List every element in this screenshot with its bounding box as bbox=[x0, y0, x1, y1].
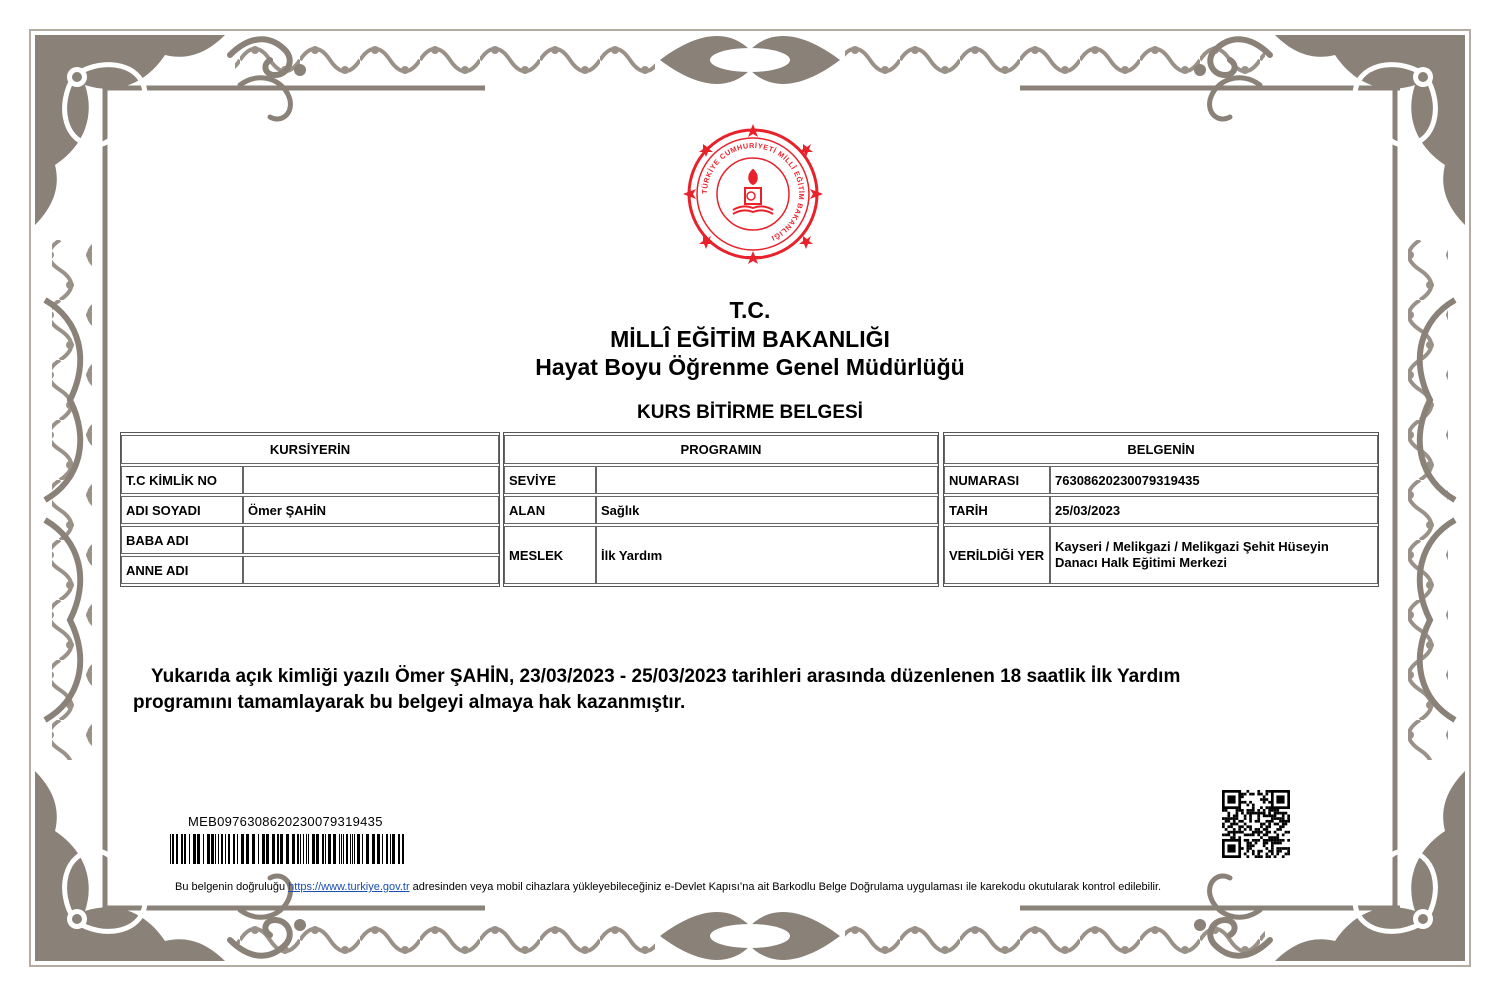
directorate-title: Hayat Boyu Öğrenme Genel Müdürlüğü bbox=[535, 354, 965, 380]
field-label: TARİH bbox=[944, 496, 1050, 524]
field-value bbox=[243, 466, 499, 494]
field-label: T.C KİMLİK NO bbox=[121, 466, 243, 494]
field-label: MESLEK bbox=[504, 526, 596, 584]
field-value: Sağlık bbox=[596, 496, 938, 524]
field-label: BABA ADI bbox=[121, 526, 243, 554]
table-row bbox=[504, 526, 938, 584]
barcode-icon bbox=[170, 834, 410, 864]
field-label: NUMARASI bbox=[944, 466, 1050, 494]
field-label: ANNE ADI bbox=[121, 556, 243, 584]
table-row bbox=[121, 466, 499, 494]
ministry-title: MİLLÎ EĞİTİM BAKANLIĞI bbox=[610, 326, 890, 352]
field-label: VERİLDİĞİ YER bbox=[944, 526, 1050, 584]
table-row bbox=[504, 466, 938, 494]
field-value: Ömer ŞAHİN bbox=[243, 496, 499, 524]
table-row bbox=[121, 496, 499, 524]
barcode-number: MEB0976308620230079319435 bbox=[188, 814, 383, 829]
trainee-table-title: KURSİYERİN bbox=[121, 435, 499, 464]
program-table bbox=[503, 432, 939, 587]
verification-note bbox=[175, 881, 1161, 893]
table-row bbox=[944, 496, 1378, 524]
field-label: ADI SOYADI bbox=[121, 496, 243, 524]
statement-line-1: Yukarıda açık kimliği yazılı Ömer ŞAHİN, 23/03/2023 - 25/03/2023 tarihleri arasında düzenlenen 18 saatlik İlk Yardım bbox=[151, 666, 1181, 687]
qr-code-icon bbox=[1222, 790, 1290, 858]
svg-text:TÜRKİYE CUMHURİYETİ MİLLÎ EĞİT: TÜRKİYE CUMHURİYETİ MİLLÎ EĞİTİM BAKANLIĞI bbox=[699, 140, 807, 243]
table-row bbox=[121, 526, 499, 554]
field-value: 76308620230079319435 bbox=[1050, 466, 1378, 494]
statement-line-2: programını tamamlayarak bu belgeyi almaya hak kazanmıştır. bbox=[133, 692, 686, 713]
table-row bbox=[504, 496, 938, 524]
trainee-table bbox=[120, 432, 500, 587]
completion-statement bbox=[133, 664, 1363, 716]
field-value: Kayseri / Melikgazi / Melikgazi Şehit Hüseyin Danacı Halk Eğitimi Merkezi bbox=[1050, 526, 1378, 584]
table-row bbox=[121, 556, 499, 584]
field-value: 25/03/2023 bbox=[1050, 496, 1378, 524]
field-value bbox=[243, 526, 499, 554]
document-title: KURS BİTİRME BELGESİ bbox=[637, 402, 863, 423]
field-label: ALAN bbox=[504, 496, 596, 524]
field-label: SEVİYE bbox=[504, 466, 596, 494]
footer-suffix: adresinden veya mobil cihazlara yükleyebileceğiniz e-Devlet Kapısı’na ait Barkodlu Belge Doğrulama uygulaması ile karekodu okutularak kontrol edilebilir. bbox=[409, 881, 1162, 893]
certificate-table bbox=[943, 432, 1379, 587]
field-value bbox=[596, 466, 938, 494]
ministry-seal-icon bbox=[681, 122, 825, 266]
table-row bbox=[944, 526, 1378, 584]
program-table-title: PROGRAMIN bbox=[504, 435, 938, 464]
certificate-table-title: BELGENİN bbox=[944, 435, 1378, 464]
header-line-1: T.C. bbox=[729, 297, 771, 323]
field-value bbox=[243, 556, 499, 584]
turkiye-gov-link[interactable]: https://www.turkiye.gov.tr bbox=[288, 881, 410, 893]
table-row bbox=[944, 466, 1378, 494]
footer-prefix: Bu belgenin doğruluğu bbox=[175, 881, 289, 893]
field-value: İlk Yardım bbox=[596, 526, 938, 584]
